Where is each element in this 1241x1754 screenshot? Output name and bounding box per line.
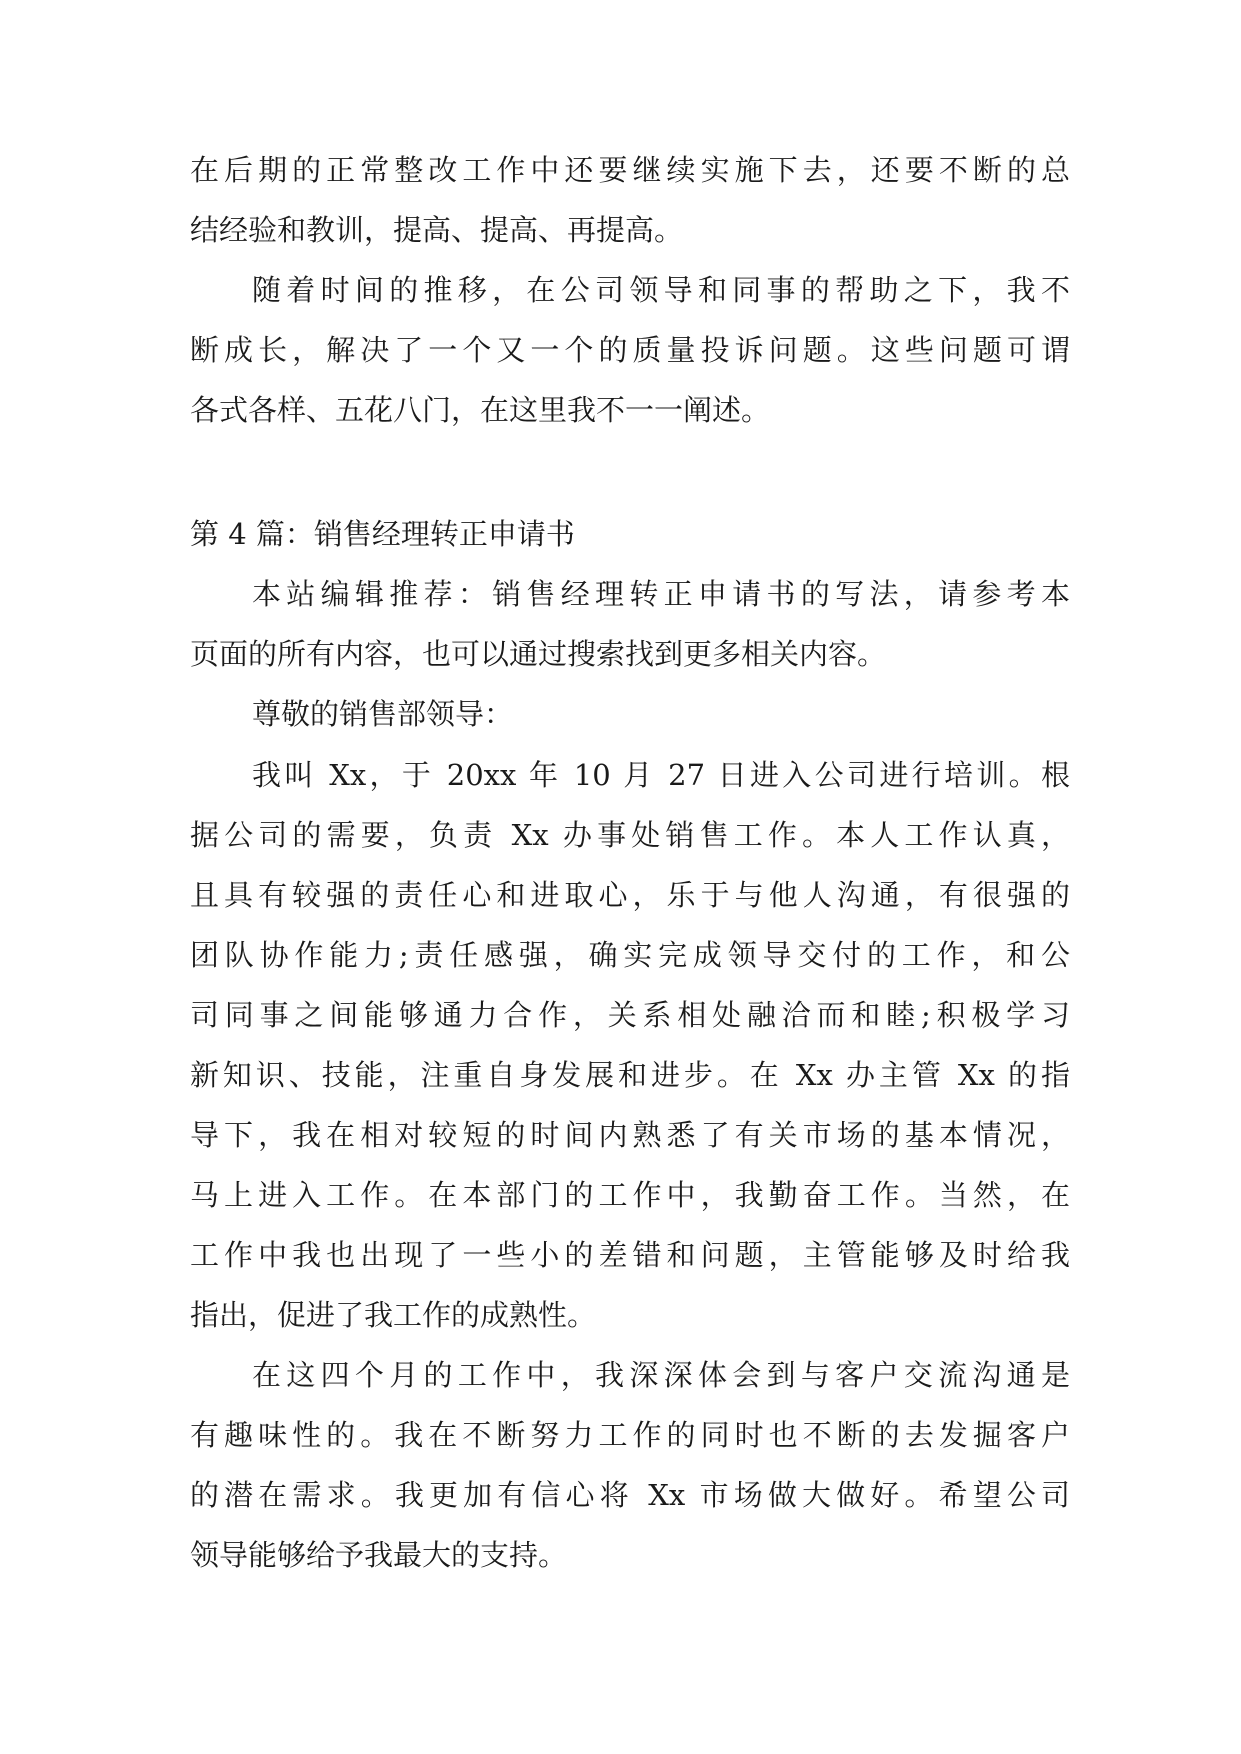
text-line: 各式各样、五花八门，在这里我不一一阐述。: [190, 393, 771, 427]
section-heading: 第 4 篇：销售经理转正申请书: [190, 517, 575, 551]
text-line: 断成长，解决了一个又一个的质量投诉问题。这些问题可谓: [190, 333, 1070, 367]
text-line: 随着时间的推移，在公司领导和同事的帮助之下，我不: [252, 273, 1070, 307]
text-line: 司同事之间能够通力合作，关系相处融洽而和睦;积极学习: [190, 998, 1070, 1032]
text-line: 马上进入工作。在本部门的工作中，我勤奋工作。当然，在: [190, 1178, 1070, 1212]
text-line: 领导能够给予我最大的支持。: [190, 1538, 568, 1572]
text-line: 页面的所有内容，也可以通过搜索找到更多相关内容。: [190, 637, 887, 671]
text-line: 工作中我也出现了一些小的差错和问题，主管能够及时给我: [190, 1238, 1070, 1272]
text-line: 新知识、技能，注重自身发展和进步。在 Xx 办主管 Xx 的指: [190, 1058, 1070, 1092]
text-line: 结经验和教训，提高、提高、再提高。: [190, 213, 684, 247]
text-line: 在这四个月的工作中，我深深体会到与客户交流沟通是: [252, 1358, 1070, 1392]
text-line: 团队协作能力;责任感强，确实完成领导交付的工作，和公: [190, 938, 1070, 972]
text-line: 本站编辑推荐：销售经理转正申请书的写法，请参考本: [252, 577, 1070, 611]
text-line: 导下，我在相对较短的时间内熟悉了有关市场的基本情况，: [190, 1118, 1070, 1152]
text-line: 据公司的需要，负责 Xx 办事处销售工作。本人工作认真，: [190, 818, 1070, 852]
text-line: 在后期的正常整改工作中还要继续实施下去，还要不断的总: [190, 153, 1070, 187]
text-line: 且具有较强的责任心和进取心，乐于与他人沟通，有很强的: [190, 878, 1070, 912]
text-line: 的潜在需求。我更加有信心将 Xx 市场做大做好。希望公司: [190, 1478, 1070, 1512]
text-line: 我叫 Xx，于 20xx 年 10 月 27 日进入公司进行培训。根: [252, 758, 1070, 792]
text-line: 指出，促进了我工作的成熟性。: [190, 1298, 597, 1332]
text-line: 有趣味性的。我在不断努力工作的同时也不断的去发掘客户: [190, 1418, 1070, 1452]
salutation: 尊敬的销售部领导：: [252, 697, 514, 731]
